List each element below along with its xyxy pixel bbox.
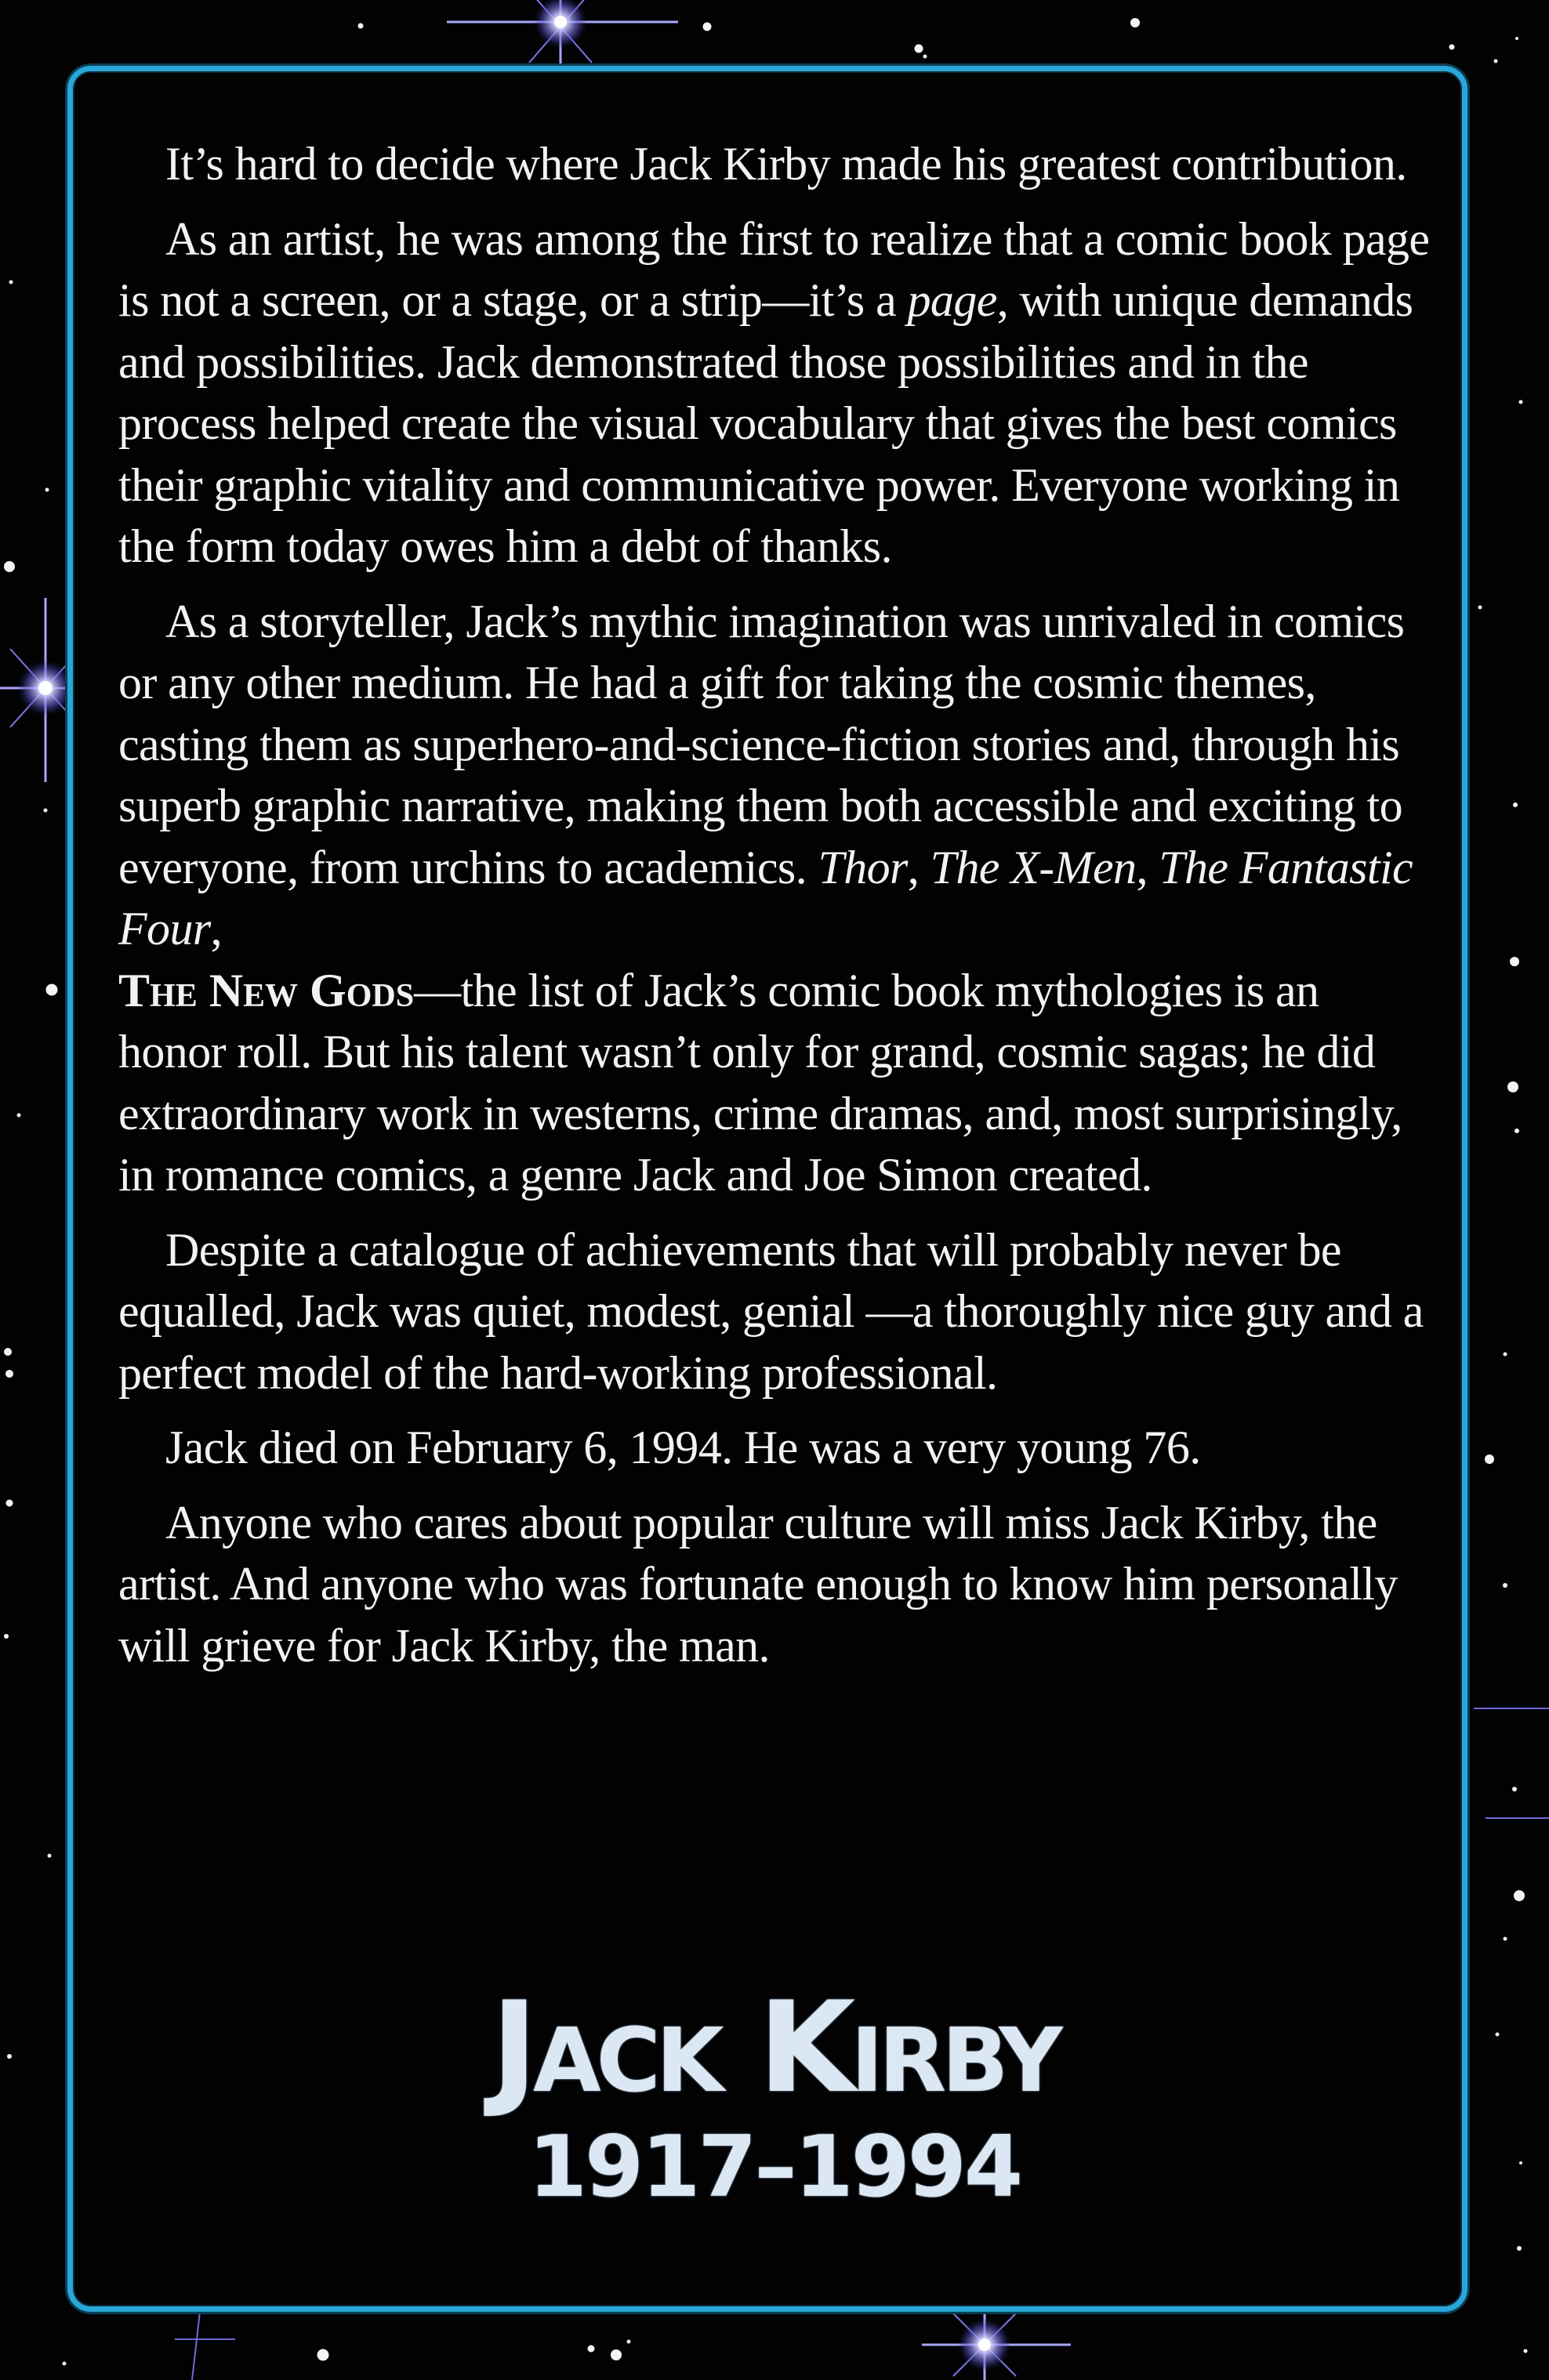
star-dot [1503,1583,1507,1588]
paragraph-3 [118,591,1435,1206]
star-dot [1507,1081,1518,1092]
star-dot [46,984,58,996]
star-dot [611,2349,622,2360]
star-dot [4,561,15,572]
star-dot [1485,1454,1494,1464]
paragraph-1: It’s hard to decide where Jack Kirby made his greatest contribution. [165,138,1407,190]
star-dot [1478,606,1482,610]
paragraph-6: Anyone who cares about popular culture will miss Jack Kirby, the artist. And anyone who was fortunate enough to know him personally will grieve for Jack Kirby, the man. [118,1496,1398,1672]
star-dot [627,2340,631,2344]
star-dot [6,1500,13,1507]
star-dot [588,2346,595,2353]
star-dot [4,1634,9,1639]
star-dot [317,2349,329,2361]
page-emphasis: page [907,274,997,326]
star-dot [1494,60,1498,63]
star-dot [1519,400,1523,404]
sparkle-star-bottom [922,2306,1071,2380]
tribute-text [118,133,1435,1690]
star-dot [45,488,49,492]
title-separator-3: , [210,903,223,955]
sparkle-star-top [447,0,678,69]
title-thor: Thor [818,841,908,893]
title-separator-1: , [907,841,930,893]
memorial-years-heading: 1917–1994 [528,2118,1021,2216]
title-x-men: The X-Men [930,841,1137,893]
paragraph-2-part-b: , with unique demands and possibilities. Jack demonstrated those possibilities and in the process helped create the visual vocabulary that gives the best comics their graphic vitality and communicative power. Everyone working in the form today owes him a debt of thanks. [118,274,1413,572]
star-dot [1449,45,1455,50]
star-dot [1515,37,1518,40]
star-dot [17,1114,21,1118]
star-dot [1524,2349,1528,2353]
star-dot [1515,1128,1519,1133]
star-dot [915,45,923,53]
star-dot [9,281,13,284]
paragraph-5: Jack died on February 6, 1994. He was a very young 76. [165,1422,1201,1473]
title-new-gods: The New Gods [118,964,415,1016]
star-dot [703,23,712,31]
star-dot [5,1370,13,1378]
star-dot [1504,1937,1507,1941]
star-dot [1513,802,1518,807]
paragraph-3-part-a: As a storyteller, Jack’s mythic imagination was unrivaled in comics or any other medium. He had a gift for taking the cosmic themes, casting them as superhero-and-science-fiction stories and, through his superb graphic narrative, making them both accessible and exciting to everyone, from urchins to academics. [118,595,1405,893]
star-dot [4,1348,12,1356]
paragraph-4: Despite a catalogue of achievements that will probably never be equalled, Jack was quiet, modest, genial —a thoroughly nice guy and a perfect model of the hard-working professional. [118,1223,1424,1399]
star-dot [63,2362,67,2366]
star-dot [1510,957,1519,966]
star-dot [923,55,927,59]
star-dot [358,24,364,29]
star-dot [48,1854,52,1858]
title-fantastic-four: The Fantastic Four [118,841,1413,955]
star-dot [1517,2246,1522,2251]
star-dot [1130,18,1140,27]
memorial-name-heading: Jack Kirby [491,1974,1058,2121]
star-dot [1504,1353,1507,1357]
paragraph-2 [118,208,1435,578]
title-separator-2: , [1136,841,1159,893]
paragraph-2-part-a: As an artist, he was among the first to realize that a comic book page is not a screen, or a stage, or a strip—it’s a [118,212,1430,326]
star-dot [1514,1890,1525,1901]
star-dot [44,809,48,813]
star-dot [1512,1787,1517,1791]
paragraph-3-part-b: —the list of Jack’s comic book mythologies is an honor roll. But his talent wasn’t only for grand, cosmic sagas; he did extraordinary work in westerns, crime dramas, and, most surprisingly, in romance comics, a genre Jack and Joe Simon created. [118,964,1402,1201]
